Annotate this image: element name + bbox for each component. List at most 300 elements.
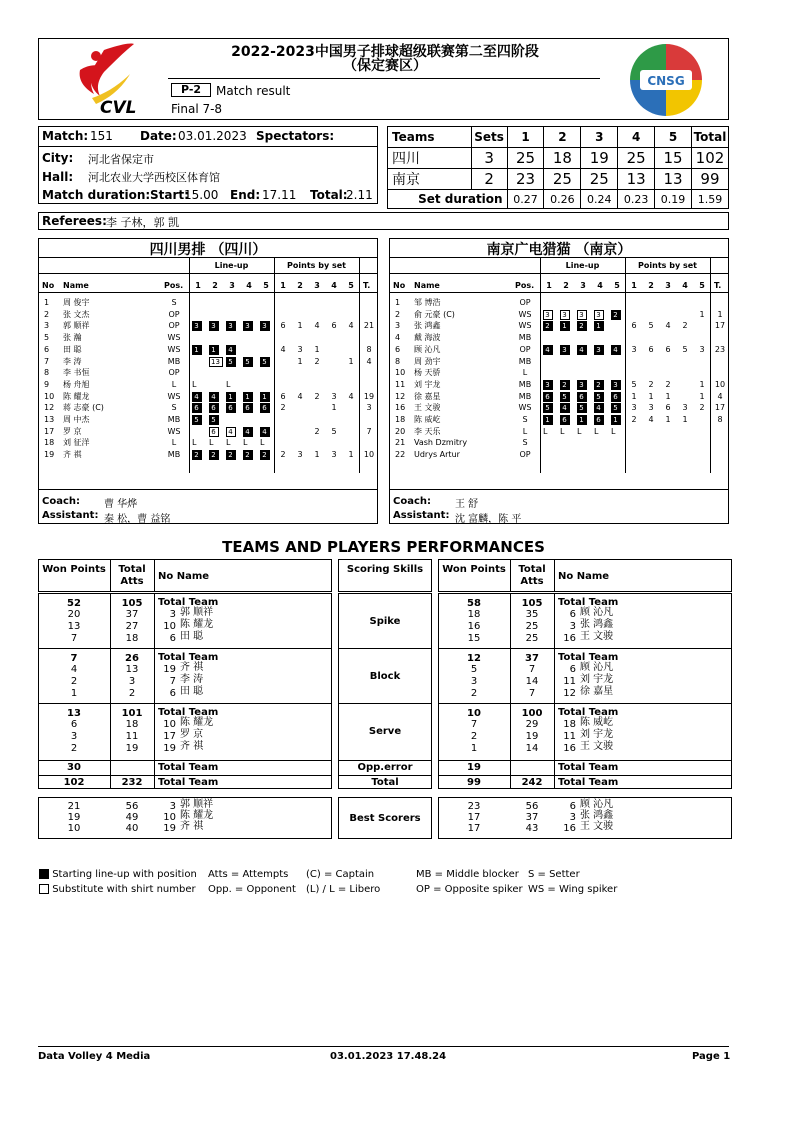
divider: [38, 273, 378, 274]
player-row: [38, 297, 378, 308]
player-no: 1: [44, 298, 50, 307]
set-score: 13: [655, 169, 692, 190]
player-name: 王 文骏: [414, 403, 441, 413]
col-set: 3: [314, 281, 320, 290]
legend-libero: (L) / L = Libero: [306, 884, 381, 895]
legend-captain: (C) = Captain: [306, 869, 375, 880]
set-score: 15: [655, 148, 692, 169]
player-name: 田 聪: [180, 631, 204, 642]
player-pos: OP: [519, 450, 531, 460]
col-set: 1: [631, 281, 637, 290]
divider: [510, 593, 511, 789]
divider: [154, 559, 155, 592]
player-pos: L: [522, 368, 528, 378]
team-won: 12: [467, 653, 481, 664]
col-no: No: [393, 281, 406, 290]
player-no: 22: [395, 450, 406, 460]
player-won: 18: [467, 609, 481, 620]
player-row: [389, 356, 729, 367]
player-atts: 35: [525, 609, 539, 620]
col-set: 4: [331, 281, 337, 290]
starter-square: 5: [594, 392, 604, 402]
player-no: 3: [44, 321, 50, 331]
starter-square: 3: [611, 380, 621, 390]
starter-square: 4: [577, 345, 587, 355]
match-date: 03.01.2023: [178, 129, 247, 143]
best-number: 3: [169, 801, 176, 812]
player-atts: 19: [125, 743, 139, 754]
doc-name: Match result: [216, 84, 291, 98]
starter-square: 3: [209, 321, 219, 331]
player-won: 2: [470, 731, 478, 742]
opp-error-label: Opp.error: [357, 762, 413, 773]
set-points: 1: [699, 391, 705, 401]
team-won: 10: [467, 708, 481, 719]
set-points: 5: [331, 426, 337, 436]
player-atts: 13: [125, 664, 139, 675]
player-name: 罗 京: [180, 729, 204, 740]
opp-error-value: 30: [67, 762, 81, 773]
best-number: 10: [163, 812, 176, 823]
team-atts: 37: [525, 653, 539, 664]
total-score: 102: [691, 148, 728, 169]
set-points: 6: [280, 321, 286, 331]
best-won: 17: [467, 812, 481, 823]
set-points: 2: [280, 403, 286, 413]
best-atts: 37: [525, 812, 539, 823]
set-points: 1: [297, 321, 303, 331]
set-points: 2: [314, 356, 320, 366]
player-pos: MB: [167, 356, 181, 366]
player-no: 18: [44, 438, 55, 448]
starter-square: 2: [226, 450, 236, 460]
starter-square: 2: [260, 450, 270, 460]
set-points: 5: [682, 344, 688, 354]
player-name: 徐 嘉星: [580, 686, 614, 697]
player-won: 15: [467, 633, 481, 644]
score-header: 4: [618, 127, 655, 148]
divider: [389, 489, 729, 490]
set-points: 3: [297, 344, 303, 354]
points-header: Points by set: [287, 261, 346, 270]
legend-mb: MB = Middle blocker: [416, 869, 519, 880]
legend-text: Substitute with shirt number: [52, 884, 196, 895]
set-points: 2: [314, 391, 320, 401]
set-points: 2: [682, 321, 688, 331]
legend-atts: Atts = Attempts: [208, 869, 289, 880]
performance-title: TEAMS AND PLAYERS PERFORMANCES: [222, 538, 545, 556]
starter-square: 3: [226, 321, 236, 331]
player-no: 2: [395, 309, 401, 319]
starter-square: 3: [260, 321, 270, 331]
col-set: 2: [563, 281, 569, 290]
player-name: 顾 沁凡: [580, 607, 614, 618]
total-team-label: Total Team: [558, 707, 619, 718]
player-pos: MB: [167, 450, 181, 460]
player-row: [38, 320, 378, 331]
score-header: 3: [581, 127, 618, 148]
starter-square: 2: [243, 450, 253, 460]
player-atts: 14: [525, 743, 539, 754]
starter-square: 2: [209, 450, 219, 460]
player-row: [389, 320, 729, 331]
player-total: 8: [717, 415, 723, 424]
player-won: 1: [470, 743, 478, 754]
page-subtitle: （保定赛区）: [343, 58, 427, 74]
total-duration: 1.59: [691, 190, 728, 209]
legend-opp: Opp. = Opponent: [208, 884, 296, 895]
starter-square: 6: [243, 403, 253, 413]
player-total: 10: [363, 450, 375, 460]
player-number: 11: [563, 676, 576, 687]
best-name: 王 文骏: [580, 821, 614, 832]
starter-square: 4: [560, 403, 570, 413]
starter-square: 1: [209, 345, 219, 355]
player-pos: MB: [518, 333, 532, 343]
team-title: 四川男排 （四川）: [149, 242, 267, 258]
col-set: 1: [280, 281, 286, 290]
player-won: 13: [67, 621, 81, 632]
set-score: 25: [507, 148, 544, 169]
best-won: 21: [67, 801, 81, 812]
divider: [389, 273, 729, 274]
divider: [38, 292, 378, 293]
score-header: 5: [655, 127, 692, 148]
player-name: 刘 宇龙: [580, 674, 614, 685]
set-points: 1: [648, 391, 654, 401]
player-no: 11: [395, 379, 406, 389]
set-score: 25: [618, 148, 655, 169]
player-name: Vash Dzmitry: [414, 438, 468, 448]
player-pos: OP: [168, 368, 180, 378]
hall-label: Hall:: [42, 170, 74, 184]
player-number: 6: [169, 688, 176, 699]
divider: [438, 760, 732, 761]
player-pos: S: [522, 438, 528, 448]
player-row: [389, 426, 729, 437]
player-name: 罗 京: [63, 426, 82, 436]
assistant-names: 沈 富麟，陈 平: [455, 514, 522, 525]
player-won: 7: [470, 719, 478, 730]
set-points: 4: [297, 391, 303, 401]
starter-square: 5: [543, 403, 553, 413]
starter-square: 6: [543, 392, 553, 402]
end-label: End:: [230, 188, 261, 202]
player-name: 张 瀚: [63, 333, 82, 343]
player-total: 4: [366, 356, 372, 366]
sub-square: 3: [594, 310, 604, 320]
starter-square: 1: [192, 345, 202, 355]
player-name: 刘 征洋: [63, 438, 90, 448]
player-number: 16: [563, 743, 576, 754]
col-name: Name: [63, 281, 89, 290]
player-name: Udrys Artur: [414, 450, 460, 460]
player-pos: WS: [518, 309, 532, 319]
starter-square: 3: [560, 345, 570, 355]
player-atts: 3: [128, 676, 136, 687]
player-atts: 7: [528, 664, 536, 675]
player-won: 2: [70, 743, 78, 754]
starter-square: 6: [577, 392, 587, 402]
won-points-header: Won Points: [42, 564, 106, 575]
set-duration: 0.27: [507, 190, 544, 209]
player-row: [38, 356, 378, 367]
player-atts: 29: [525, 719, 539, 730]
player-no: 3: [395, 321, 401, 331]
set-points: 2: [280, 450, 286, 460]
hall: 河北农业大学西校区体育馆: [88, 171, 220, 184]
player-name: 徐 嘉星: [414, 391, 441, 401]
player-row: [389, 297, 729, 308]
score-header: 2: [544, 127, 581, 148]
set-score: 25: [581, 169, 618, 190]
col-set: 2: [648, 281, 654, 290]
starter-square: 6: [560, 415, 570, 425]
end-time: 17.11: [262, 188, 297, 202]
starter-square: 3: [243, 321, 253, 331]
best-atts: 56: [125, 801, 139, 812]
city-label: City:: [42, 151, 74, 165]
set-points: 2: [699, 403, 705, 413]
divider: [338, 703, 432, 704]
player-name: 刘 宇龙: [414, 379, 441, 389]
sub-square: 3: [577, 310, 587, 320]
set-duration: 0.24: [581, 190, 618, 209]
player-row: [389, 437, 729, 448]
skill-name: Block: [369, 671, 401, 682]
player-number: 18: [563, 719, 576, 730]
set-points: 4: [314, 321, 320, 331]
player-total: 17: [714, 403, 726, 413]
best-scorers-label: Best Scorers: [349, 813, 421, 824]
divider: [438, 703, 732, 704]
player-pos: WS: [518, 321, 532, 331]
player-number: 11: [563, 731, 576, 742]
legend-s: S = Setter: [528, 869, 580, 880]
player-pos: L: [171, 438, 177, 448]
col-set: 5: [614, 281, 620, 290]
sub-square-icon: [39, 884, 49, 894]
player-name: 俞 元豪 (C): [414, 309, 455, 319]
team-title: 南京广电猎猫 （南京）: [486, 242, 632, 258]
best-won: 19: [67, 812, 81, 823]
player-number: 12: [563, 688, 576, 699]
player-no: 13: [44, 415, 55, 424]
player-won: 3: [70, 731, 78, 742]
player-number: 10: [163, 719, 176, 730]
starter-square: 5: [209, 415, 219, 425]
player-row: [389, 344, 729, 355]
player-total: 23: [714, 344, 726, 354]
referees-names: 李 子林，郭 凯: [106, 216, 179, 229]
score-table: [387, 126, 729, 209]
best-name: 张 鸿鑫: [580, 810, 614, 821]
total-atts: 232: [121, 777, 143, 788]
player-number: 6: [569, 664, 576, 675]
set-points: 2: [648, 379, 654, 389]
player-total: 17: [714, 321, 726, 331]
player-total: 19: [363, 391, 375, 401]
player-name: 李 涛: [63, 356, 82, 366]
player-name: 蒋 志豪 (C): [63, 403, 104, 413]
sub-square: 6: [209, 427, 219, 437]
best-number: 16: [563, 823, 576, 834]
player-pos: OP: [168, 309, 180, 319]
set-points: 4: [665, 321, 671, 331]
col-pos: Pos.: [164, 281, 184, 290]
player-name: 田 聪: [63, 344, 82, 354]
player-row: [389, 379, 729, 390]
divider: [110, 559, 111, 592]
col-t: T.: [714, 281, 722, 290]
total-score: 99: [691, 169, 728, 190]
set-points: 4: [648, 415, 654, 424]
team-atts: 100: [521, 708, 543, 719]
set-points: 6: [631, 321, 637, 331]
player-name: 刘 宇龙: [580, 729, 614, 740]
set-points: 1: [348, 356, 354, 366]
starter-square: 5: [226, 357, 236, 367]
player-won: 1: [70, 688, 78, 699]
player-name: 周 中杰: [63, 415, 90, 424]
col-pos: Pos.: [515, 281, 535, 290]
divider: [438, 775, 732, 776]
set-points: 1: [297, 356, 303, 366]
player-name: 王 文骏: [580, 631, 614, 642]
team-won: 7: [70, 653, 78, 664]
date-label: Date:: [140, 129, 177, 143]
title-rule: [168, 78, 600, 79]
player-won: 16: [467, 621, 481, 632]
player-number: 16: [563, 633, 576, 644]
player-name: 杨 天骄: [414, 368, 441, 378]
divider: [38, 703, 332, 704]
divider: [438, 648, 732, 649]
set-points: 5: [648, 321, 654, 331]
starter-square: 3: [543, 380, 553, 390]
player-name: 周 劲宇: [414, 356, 441, 366]
no-name-header: No Name: [558, 571, 610, 582]
starter-square: 2: [611, 310, 621, 320]
player-pos: S: [171, 298, 177, 307]
set-score: 23: [507, 169, 544, 190]
player-no: 5: [44, 333, 50, 343]
best-won: 10: [67, 823, 81, 834]
divider: [338, 775, 432, 776]
player-no: 6: [395, 344, 401, 354]
player-no: 4: [395, 333, 401, 343]
set-points: 3: [682, 403, 688, 413]
coach-label: Coach:: [393, 496, 432, 507]
player-name: 张 鸿鑫: [580, 619, 614, 630]
starter-square: 4: [192, 392, 202, 402]
won-points-header: Won Points: [442, 564, 506, 575]
divider: [338, 648, 432, 649]
player-atts: 11: [125, 731, 139, 742]
player-atts: 18: [125, 719, 139, 730]
player-won: 4: [70, 664, 78, 675]
player-row: [38, 367, 378, 378]
player-pos: MB: [518, 356, 532, 366]
player-pos: S: [522, 415, 528, 424]
player-atts: 37: [125, 609, 139, 620]
set-points: 2: [631, 415, 637, 424]
player-name: 齐 祺: [63, 450, 82, 460]
total-atts-header: Total Atts: [118, 564, 146, 587]
total-team-label: Total Team: [558, 762, 619, 773]
total-won: 102: [63, 777, 85, 788]
starter-square: 5: [577, 403, 587, 413]
set-points: 1: [699, 309, 705, 319]
scoring-skills-header: Scoring Skills: [346, 564, 424, 575]
divider: [554, 593, 555, 789]
player-row: [389, 332, 729, 343]
player-total: 7: [366, 426, 372, 436]
starter-square: 2: [543, 321, 553, 331]
total-team-label: Total Team: [158, 762, 219, 773]
player-name: 郭 顺祥: [63, 321, 90, 331]
player-name: 李 涛: [180, 674, 204, 685]
libero-mark: L: [209, 438, 214, 448]
player-name: 顾 沁凡: [414, 344, 441, 354]
player-won: 3: [470, 676, 478, 687]
player-total: 21: [363, 321, 375, 331]
match-label: Match:: [42, 129, 89, 143]
set-duration: 0.23: [618, 190, 655, 209]
player-name: 陈 威屹: [580, 717, 614, 728]
starter-square: 2: [594, 380, 604, 390]
col-set: 3: [580, 281, 586, 290]
set-points: 1: [665, 391, 671, 401]
total-team-label: Total Team: [158, 707, 219, 718]
starter-square: 6: [209, 403, 219, 413]
player-name: 陈 耀龙: [180, 717, 214, 728]
set-duration: 0.26: [544, 190, 581, 209]
player-name: 齐 祺: [180, 741, 204, 752]
player-number: 3: [569, 621, 576, 632]
lineup-header: Line-up: [565, 261, 600, 270]
player-atts: 14: [525, 676, 539, 687]
best-name: 齐 祺: [180, 821, 204, 832]
set-points: 3: [297, 450, 303, 460]
player-row: [389, 367, 729, 378]
player-no: 9: [44, 379, 50, 389]
starter-square: 1: [560, 321, 570, 331]
col-set: 5: [699, 281, 705, 290]
starter-square: 5: [260, 357, 270, 367]
start-label: Start:: [150, 188, 189, 202]
set-points: 1: [699, 379, 705, 389]
player-row: [38, 449, 378, 460]
starter-square: 1: [226, 392, 236, 402]
team-atts: 26: [125, 653, 139, 664]
player-pos: OP: [168, 321, 180, 331]
player-number: 19: [163, 743, 176, 754]
col-set: 5: [263, 281, 269, 290]
starter-square: 4: [594, 403, 604, 413]
player-won: 20: [67, 609, 81, 620]
libero-mark: L: [577, 426, 582, 436]
total-team-label: Total Team: [558, 777, 619, 788]
lineup-header: Line-up: [214, 261, 249, 270]
player-number: 6: [569, 609, 576, 620]
divider: [510, 559, 511, 592]
player-name: 张 鸿鑫: [414, 321, 441, 331]
player-row: [389, 309, 729, 320]
player-atts: 19: [525, 731, 539, 742]
starter-square: 4: [226, 345, 236, 355]
set-points: 4: [348, 391, 354, 401]
